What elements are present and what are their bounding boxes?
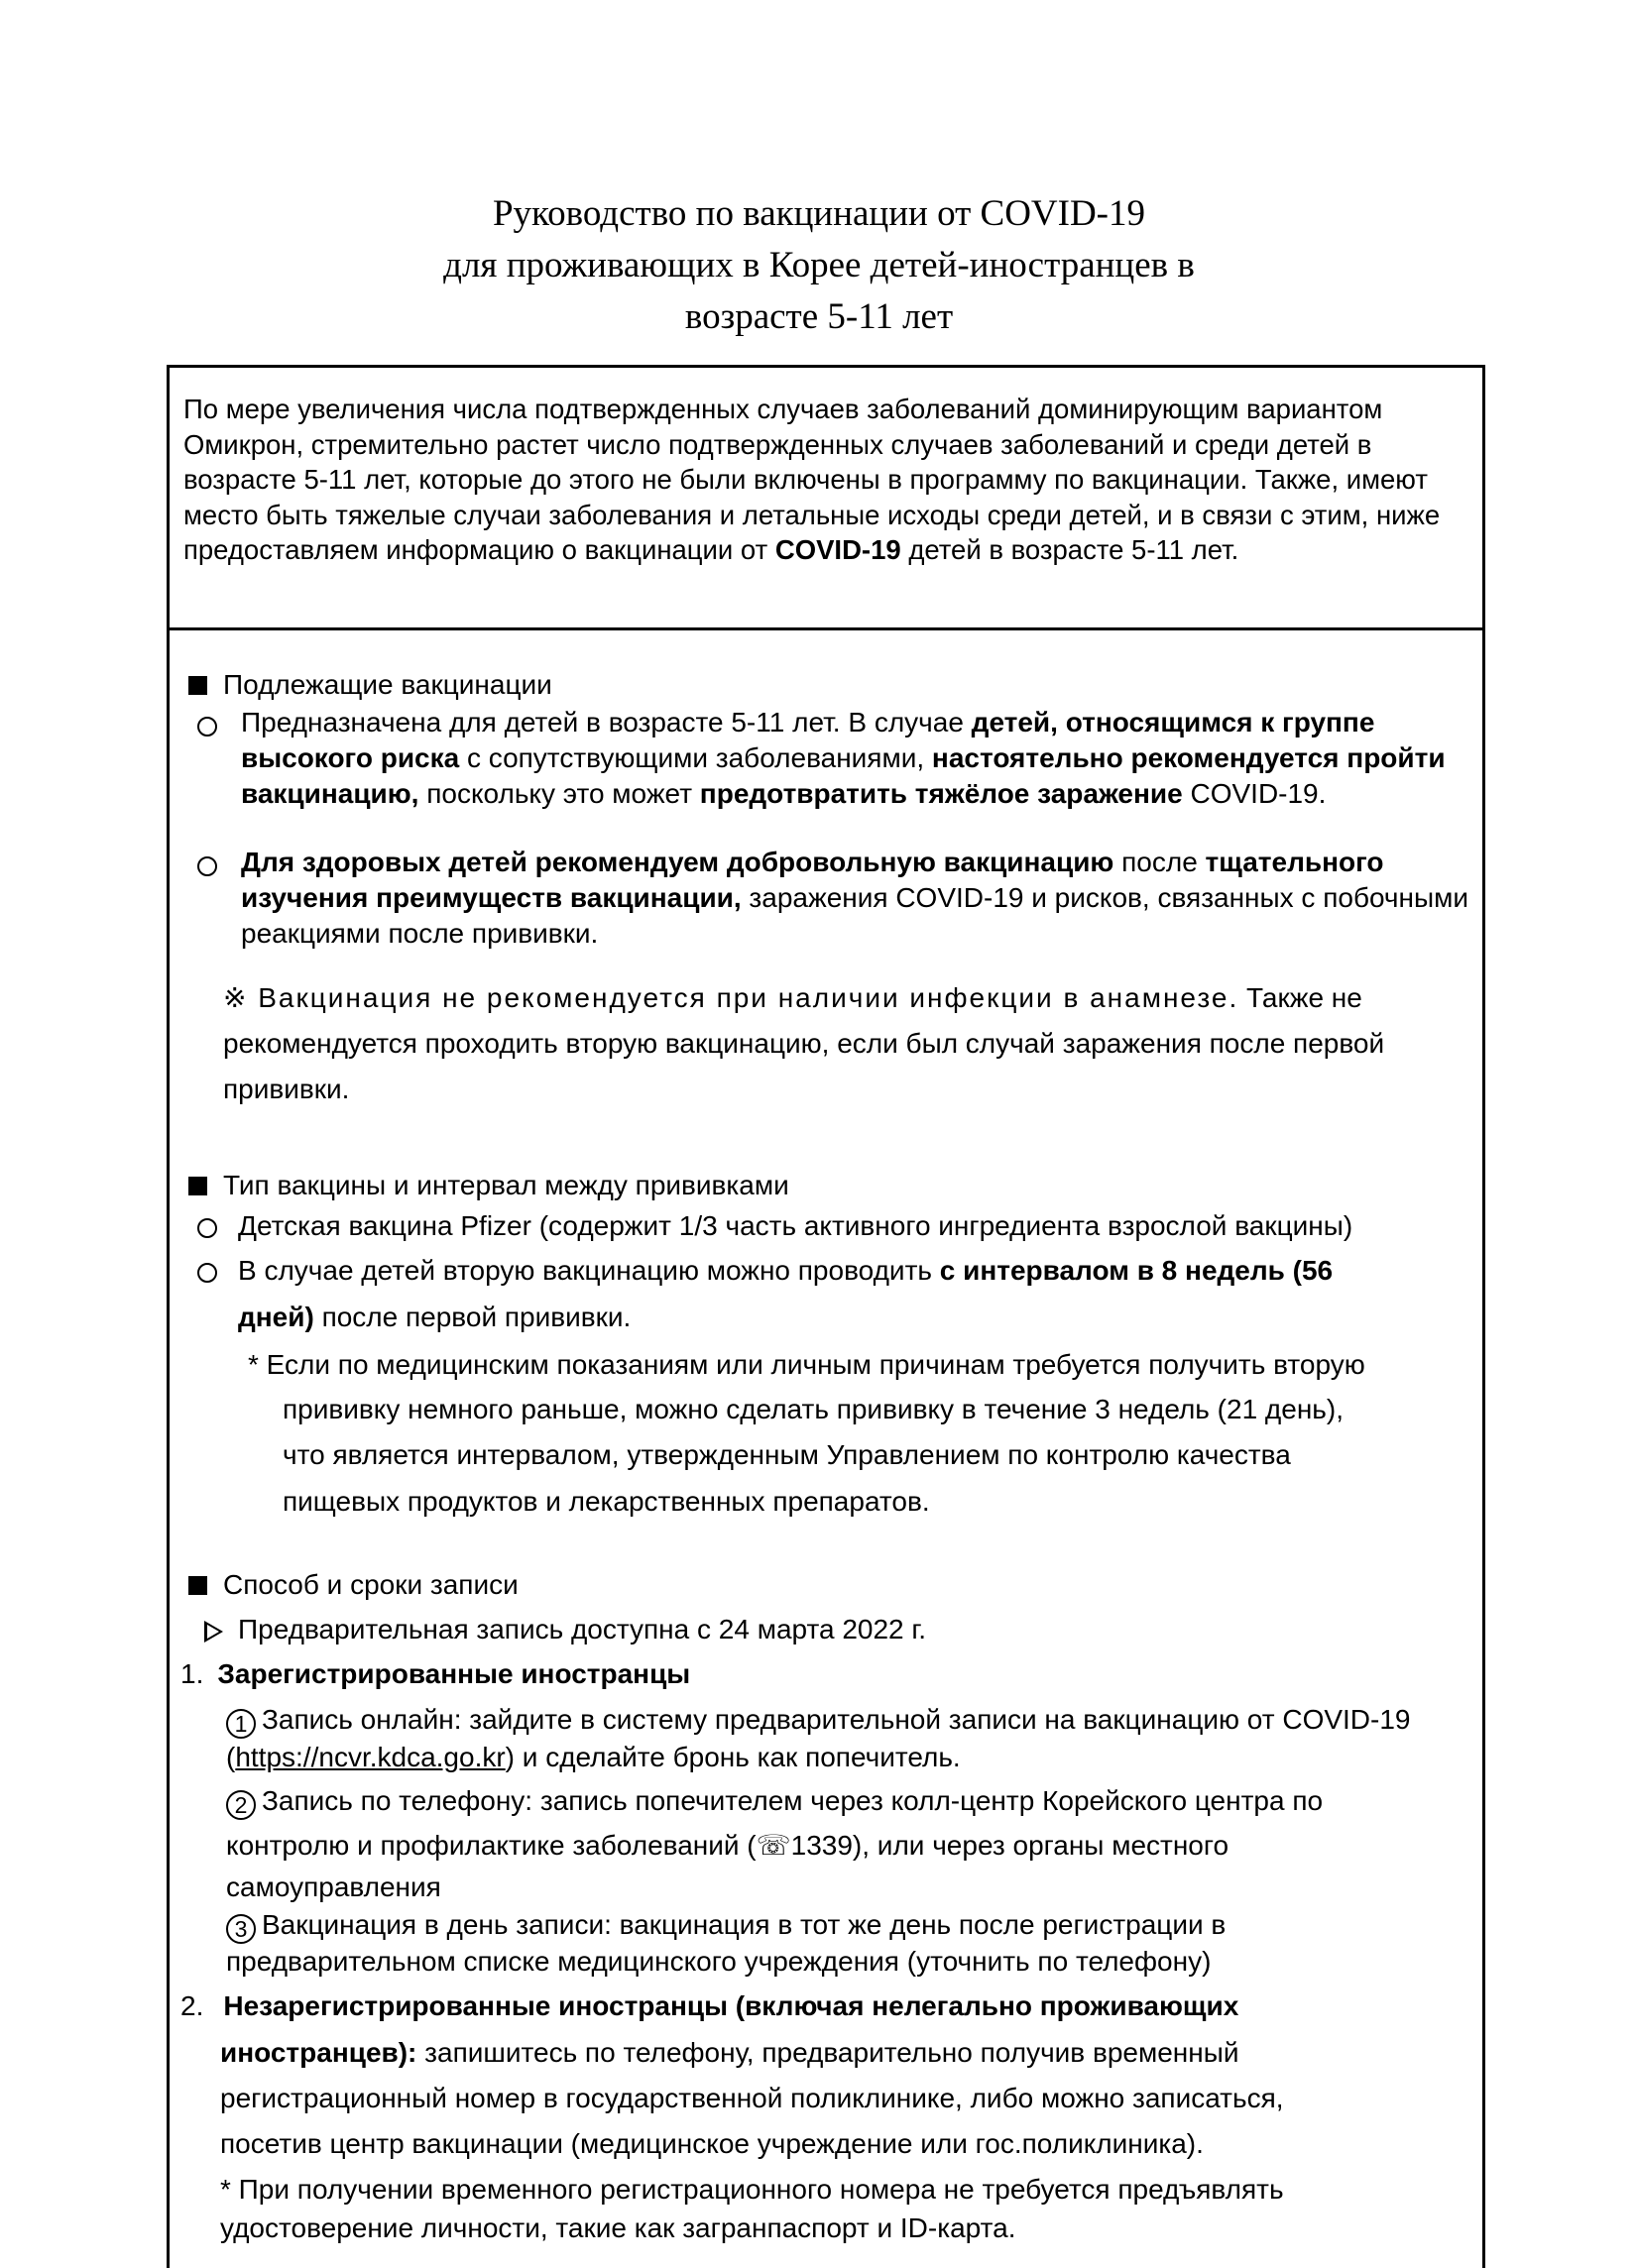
title-line-1: Руководство по вакцинации от COVID-19	[492, 193, 1146, 234]
group2-line2	[220, 2037, 1238, 2069]
group-title: Зарегистрированные иностранцы	[217, 1658, 691, 1689]
group1-option2-line2: контролю и профилактике заболеваний (☏1339), или через органы местного	[226, 1830, 1229, 1861]
text: с сопутствующими заболеваниями,	[459, 742, 932, 773]
group2-note-line1: * При получении временного регистрационного номера не требуется предъявлять	[220, 2174, 1284, 2205]
group1-option3-line1	[226, 1909, 1226, 1944]
group2-line4: посетив центр вакцинации (медицинское учреждение или гос.поликлиника).	[220, 2128, 1204, 2159]
section3-heading	[188, 1569, 519, 1601]
text: COVID-19.	[1182, 778, 1327, 809]
circled-number-icon: 1	[226, 1709, 256, 1739]
ncvr-link[interactable]: https://ncvr.kdca.go.kr	[235, 1742, 506, 1772]
section1-note	[223, 975, 1482, 1112]
group1-option1-line2	[226, 1742, 961, 1773]
intro-bold: COVID-19	[774, 534, 901, 565]
text: Предназначена для детей в возрасте 5-11 лет. В случае	[241, 707, 972, 737]
group-title: Незарегистрированные иностранцы (включая нелегально проживающих	[223, 1990, 1239, 2021]
section1-item1	[241, 705, 1480, 812]
circle-bullet-icon	[197, 856, 217, 876]
group2-line3: регистрационный номер в государственной поликлинике, либо можно записаться,	[220, 2083, 1284, 2113]
text: запишитесь по телефону, предварительно получив временный	[416, 2037, 1239, 2068]
section2-heading-text: Тип вакцины и интервал между прививками	[223, 1170, 789, 1200]
section1-heading	[188, 669, 552, 701]
section2-heading	[188, 1170, 789, 1201]
square-bullet-icon	[188, 1177, 207, 1195]
text: заражения COVID-19 и рисков, связанных с побочными реакциями после прививки.	[241, 882, 1469, 949]
pre-registration-date: Предварительная запись доступна с 24 марта 2022 г.	[238, 1614, 926, 1644]
intro-text-end: детей в возрасте 5-11 лет.	[900, 534, 1239, 565]
square-bullet-icon	[188, 1576, 207, 1595]
section2-note-line4: пищевых продуктов и лекарственных препаратов.	[283, 1486, 930, 1517]
triangle-bullet-icon	[204, 1621, 223, 1643]
group-number: 2.	[180, 1990, 204, 2021]
bold-text: Для здоровых детей рекомендуем добровольную вакцинацию	[241, 847, 1114, 877]
section2-item2-line1	[238, 1255, 1333, 1287]
section2-note-line1: * Если по медицинским показаниям или личным причинам требуется получить вторую	[248, 1349, 1365, 1380]
circle-bullet-icon	[197, 717, 217, 737]
section3-heading-text: Способ и сроки записи	[223, 1569, 519, 1600]
note-text: ※ Вакцинация не рекомендуется при наличии инфекции в анамнезе.	[223, 982, 1239, 1013]
circled-number-icon: 3	[226, 1914, 256, 1944]
circle-bullet-icon	[197, 1263, 217, 1283]
section2-note-line3: что является интервалом, утвержденным Управлением по контролю качества	[283, 1439, 1291, 1470]
bold-text: настоятельно рекомендуется пройти вакцинацию,	[241, 742, 1446, 809]
text: поскольку это может	[418, 778, 700, 809]
bold-text: с интервалом в 8 недель (56	[939, 1255, 1334, 1286]
intro-box	[167, 365, 1485, 630]
square-bullet-icon	[188, 676, 207, 695]
text: Запись онлайн: зайдите в систему предварительной записи на вакцинацию от COVID-19	[262, 1704, 1411, 1735]
circled-number-icon: 2	[226, 1790, 256, 1820]
section2-item1: Детская вакцина Pfizer (содержит 1/3 часть активного ингредиента взрослой вакцины)	[238, 1210, 1353, 1241]
group1-option3-line2: предварительном списке медицинского учреждения (уточнить по телефону)	[226, 1946, 1212, 1977]
group2-note-line2: удостоверение личности, такие как загранпаспорт и ID-карта.	[220, 2212, 1016, 2243]
bold-text: детей, относящимся к группе высокого риска	[241, 707, 1375, 773]
section2-item2-line2	[238, 1302, 631, 1333]
section1-heading-text: Подлежащие вакцинации	[223, 669, 552, 700]
group1-option1-line1	[226, 1704, 1411, 1739]
text: Вакцинация в день записи: вакцинация в тот же день после регистрации в	[262, 1909, 1227, 1940]
text: (	[226, 1742, 236, 1772]
title-line-2: для проживающих в Корее детей-иностранцев в	[443, 245, 1195, 285]
intro-text: По мере увеличения числа подтвержденных случаев заболеваний доминирующим вариантом Омикрон, стремительно растет число подтвержденных случаев заболеваний и среди детей в возрасте 5-11 лет, которые до этого не были включены в программу по вакцинации. Также, имеют место быть тяжелые случаи заболевания и летальные исходы среди детей, и в связи с этим, ниже предоставляем информацию о вакцинации от	[183, 394, 1441, 565]
text: после	[1113, 847, 1206, 877]
bold-text: дней)	[238, 1302, 314, 1332]
text: Запись по телефону: запись попечителем через колл-центр Корейского центра по	[262, 1785, 1324, 1816]
section1-item2	[241, 845, 1480, 952]
note-text: Также не рекомендуется проходить вторую вакцинацию, если был случай заражения после первой прививки.	[223, 982, 1385, 1104]
circle-bullet-icon	[197, 1218, 217, 1238]
group-number: 1.	[180, 1658, 204, 1689]
group2-line1	[180, 1990, 1238, 2022]
bold-text: предотвратить тяжёлое заражение	[699, 778, 1183, 809]
text: В случае детей вторую вакцинацию можно проводить	[238, 1255, 940, 1286]
text: после первой прививки.	[313, 1302, 632, 1332]
title-line-3: возрасте 5-11 лет	[684, 296, 954, 337]
group1-option2-line1	[226, 1785, 1323, 1820]
bold-text: иностранцев):	[220, 2037, 417, 2068]
text: ) и сделайте бронь как попечитель.	[505, 1742, 961, 1772]
document-title	[0, 188, 1638, 343]
section2-note-line2: прививку немного раньше, можно сделать прививку в течение 3 недель (21 день),	[283, 1394, 1344, 1424]
group1-option2-line3: самоуправления	[226, 1871, 441, 1902]
bold-text: тщательного изучения преимуществ вакцинации,	[241, 847, 1384, 913]
group1-title	[180, 1658, 690, 1690]
